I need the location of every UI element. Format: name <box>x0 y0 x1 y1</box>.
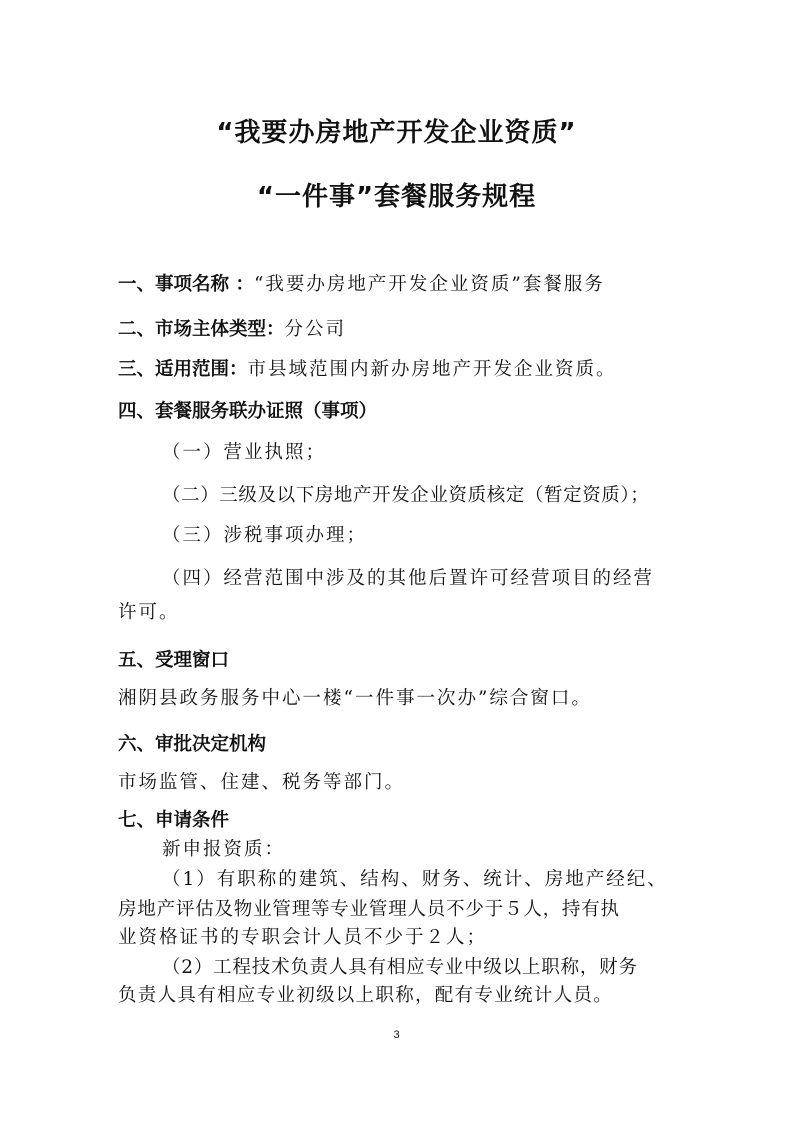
section-5-heading-text: 五、受理窗口 <box>118 650 230 671</box>
section-4-heading-text: 四、套餐服务联办证照（事项） <box>118 401 378 422</box>
section-3-scope <box>118 357 678 383</box>
section-7-condition-1-line-3: 业资格证书的专职会计人员不少于２人； <box>118 927 488 948</box>
section-1-text: “我要办房地产开发企业资质”套餐服务 <box>253 274 605 295</box>
section-4-item-3: （三）涉税事项办理； <box>162 525 368 546</box>
section-6-text: 市场监管、住建、税务等部门。 <box>118 772 406 793</box>
section-6-heading <box>118 732 678 758</box>
section-7-condition-1-line-2: 房地产评估及物业管理等专业管理人员不少于５人，持有执 <box>118 899 620 920</box>
section-7-condition-1-line-1: （1）有职称的建筑、结构、财务、统计、房地产经纪、 <box>162 869 668 890</box>
section-3-text: 市县域范围内新办房地产开发企业资质。 <box>247 359 617 380</box>
page-number: 3 <box>393 1029 400 1041</box>
document-title-line-1: “我要办房地产开发企业资质” <box>216 118 577 148</box>
section-2-type <box>118 317 678 343</box>
section-3-heading: 三、适用范围： <box>118 359 248 380</box>
section-6-heading-text: 六、审批决定机构 <box>118 734 267 755</box>
section-1-name <box>118 272 678 298</box>
section-5-heading <box>118 648 678 674</box>
section-4-item-2: （二）三级及以下房地产开发企业资质核定（暂定资质）； <box>162 485 650 506</box>
section-7-heading <box>118 808 678 834</box>
section-5-text: 湘阴县政务服务中心一楼“一件事一次办”综合窗口。 <box>118 688 592 709</box>
section-2-text: 分公司 <box>284 319 347 340</box>
section-7-intro: 新申报资质： <box>162 839 286 860</box>
section-2-heading: 二、市场主体类型： <box>118 319 285 340</box>
section-7-heading-text: 七、申请条件 <box>118 810 230 831</box>
section-4-item-4-continued: 许可。 <box>118 602 180 623</box>
document-title-line-2: “一件事”套餐服务规程 <box>256 182 537 212</box>
section-7-condition-2-line-2: 负责人具有相应专业初级以上职称，配有专业统计人员。 <box>118 985 614 1006</box>
section-4-item-4: （四）经营范围中涉及的其他后置许可经营项目的经营 <box>162 568 655 589</box>
section-1-heading: 一、事项名称 ： <box>118 274 254 295</box>
section-4-item-1: （一）营业执照； <box>162 442 327 463</box>
section-7-condition-2-line-1: （2）工程技术负责人具有相应专业中级以上职称，财务 <box>162 957 638 978</box>
section-4-heading <box>118 399 678 425</box>
